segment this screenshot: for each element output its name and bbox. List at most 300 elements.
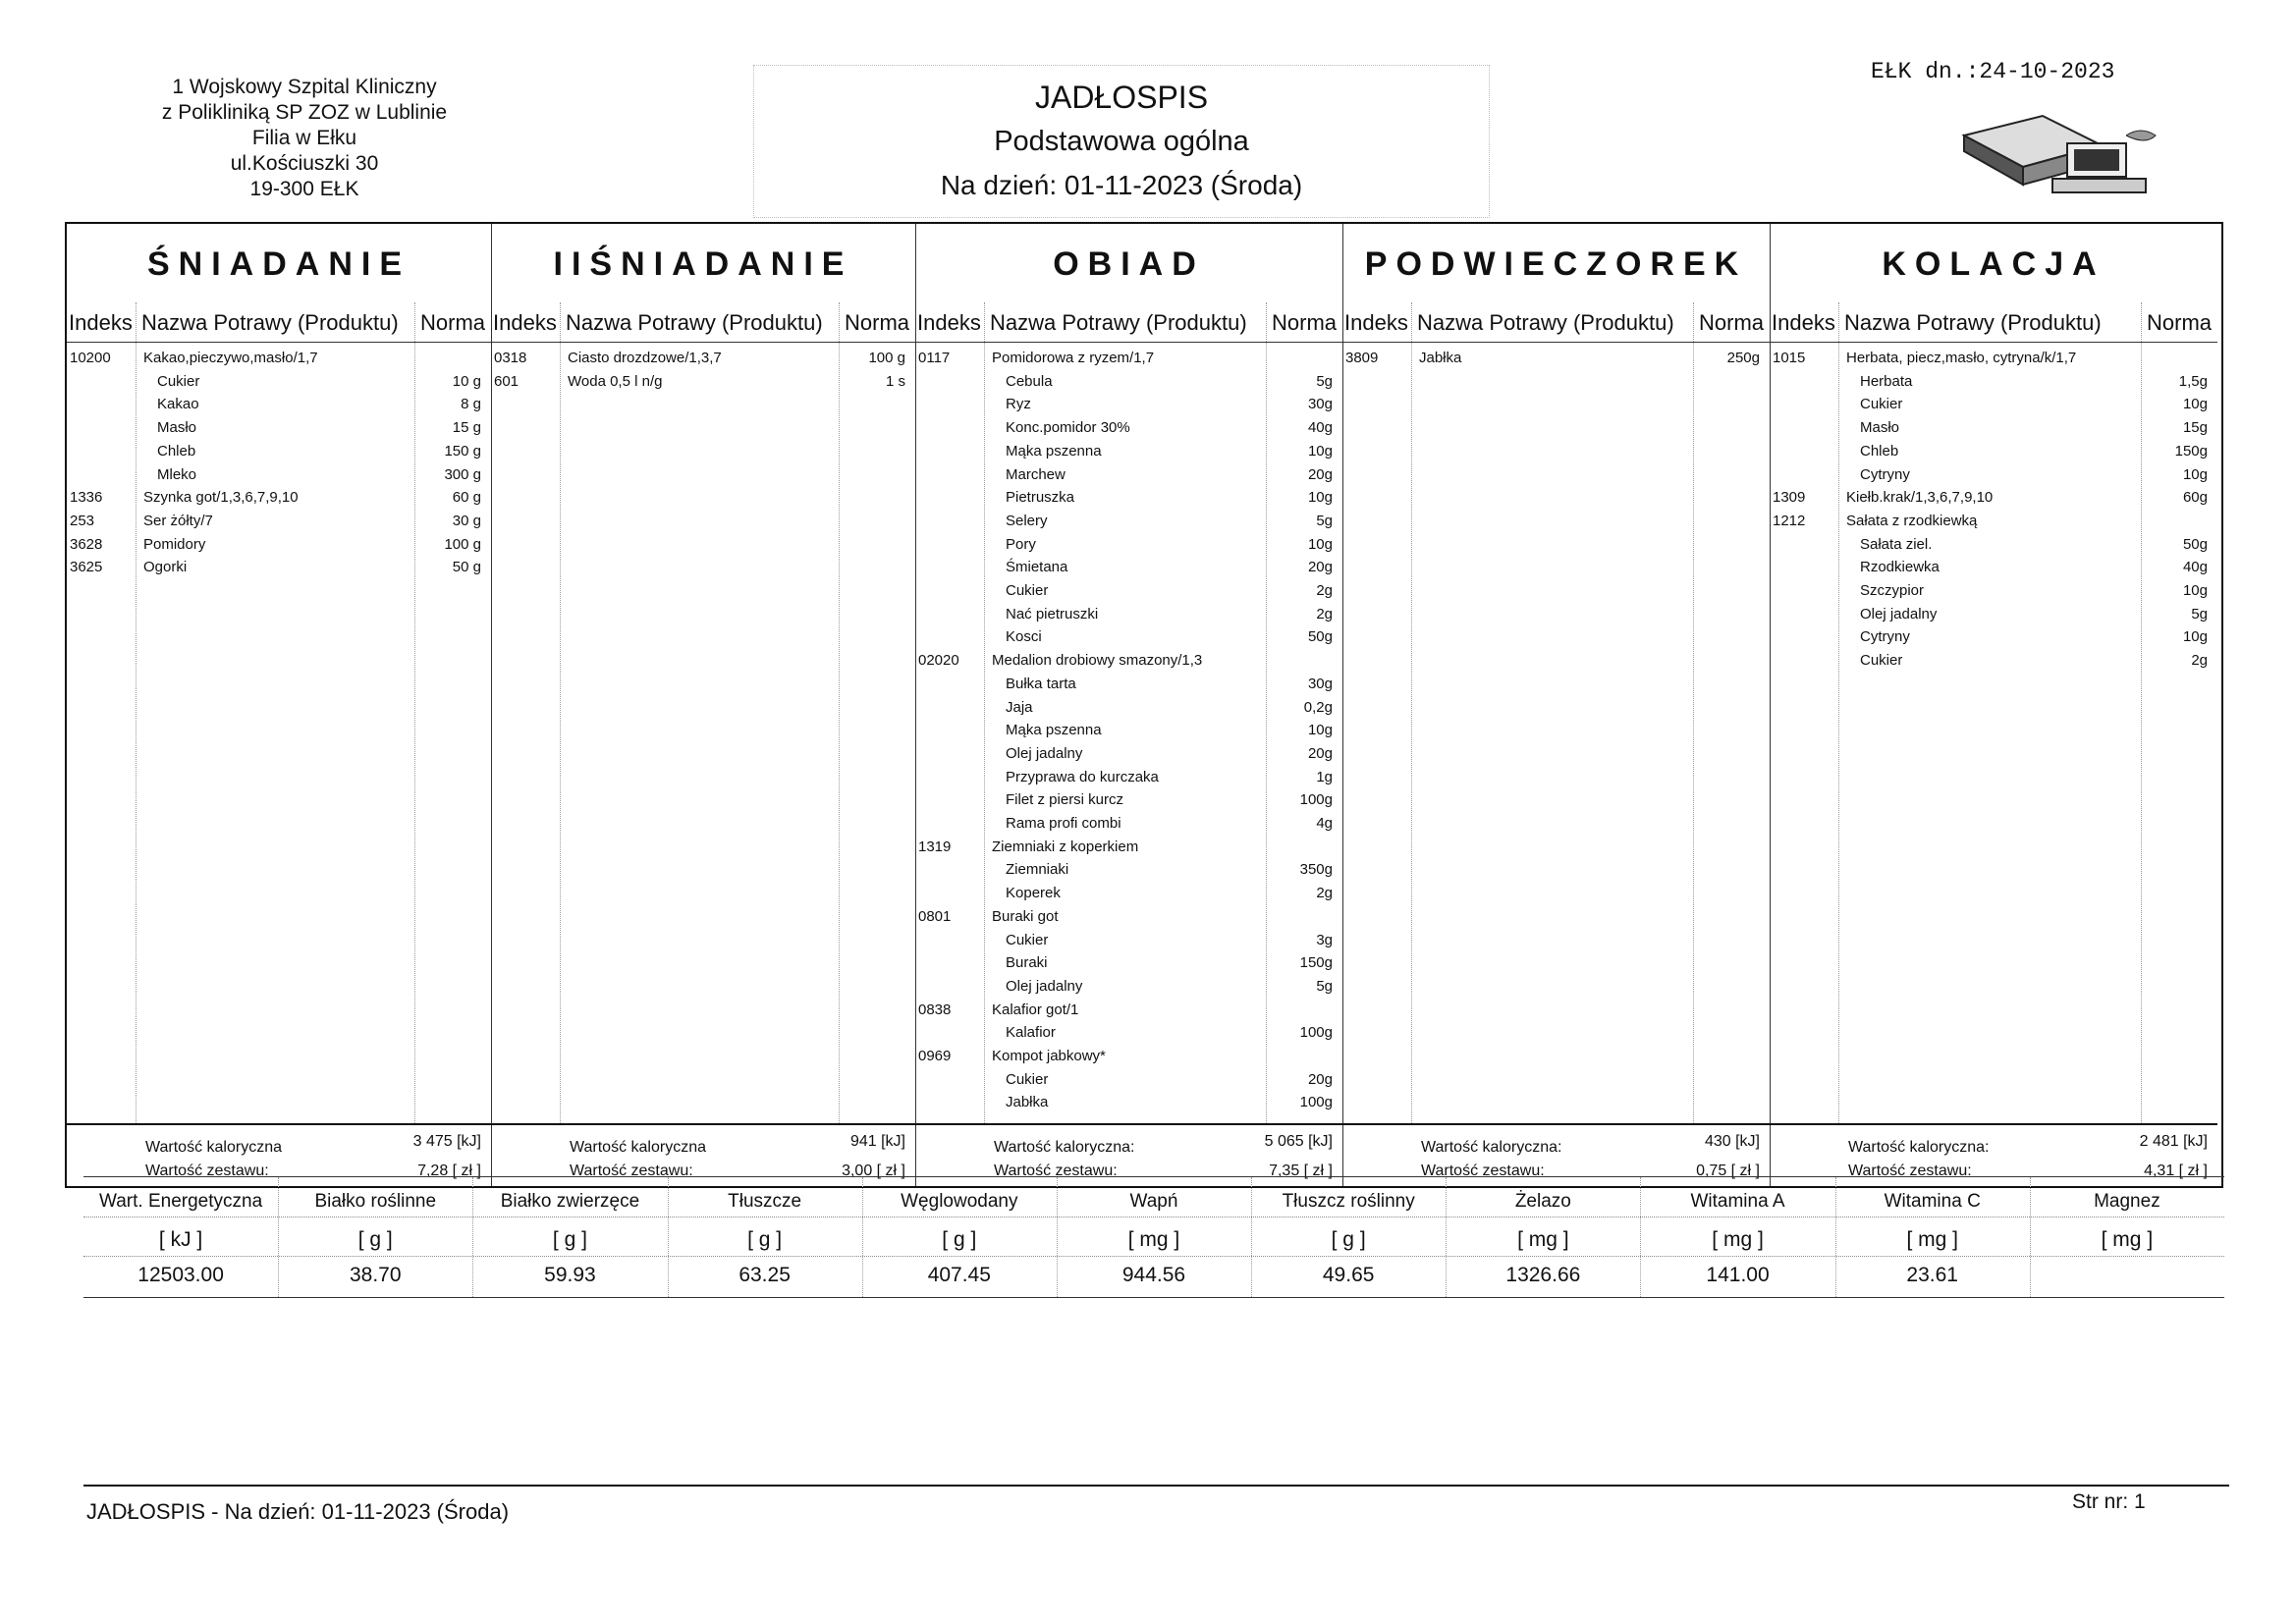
row-norm: 10g xyxy=(2182,396,2208,413)
row-norm: 10g xyxy=(2182,628,2208,646)
row-norm: 40g xyxy=(2182,559,2208,576)
menu-row xyxy=(1770,559,2217,582)
row-name: Olej jadalny xyxy=(1006,977,1083,995)
row-norm: 100g xyxy=(1299,1024,1333,1042)
column-headers xyxy=(491,302,915,343)
row-norm: 1 s xyxy=(885,372,905,390)
row-index: 0969 xyxy=(918,1048,952,1064)
row-name: Herbata xyxy=(1860,372,1913,390)
nutrition-column xyxy=(668,1177,862,1305)
energy: 3 475 [kJ] xyxy=(412,1133,481,1150)
meal-column xyxy=(491,224,916,1186)
hospital-line: 1 Wojskowy Szpital Kliniczny xyxy=(172,76,437,98)
row-norm: 100 g xyxy=(444,535,481,553)
meal-title: PODWIECZOREK xyxy=(1364,245,1748,283)
menu-row xyxy=(1770,373,2217,397)
nutrition-column xyxy=(278,1177,472,1305)
menu-row xyxy=(915,839,1342,862)
row-norm: 20g xyxy=(1307,559,1333,576)
row-name: Sałata ziel. xyxy=(1860,535,1933,553)
column-header-index: Indeks xyxy=(69,310,133,335)
column-divider xyxy=(1411,302,1412,1123)
row-name: Buraki got xyxy=(992,907,1059,925)
nutrition-unit: [ mg ] xyxy=(1712,1228,1764,1251)
row-norm: 2g xyxy=(2191,652,2208,670)
meal-column xyxy=(915,224,1343,1186)
nutrition-column xyxy=(2030,1177,2224,1305)
meal-title: ŚNIADANIE xyxy=(146,245,411,283)
column-header-index: Indeks xyxy=(493,310,557,335)
row-name: Przyprawa do kurczaka xyxy=(1006,768,1159,785)
row-name: Rama profi combi xyxy=(1006,815,1121,832)
row-norm: 8 g xyxy=(461,396,481,413)
nutrition-column xyxy=(1640,1177,1834,1305)
row-name: Kalafior xyxy=(1006,1024,1056,1042)
row-norm: 30g xyxy=(1307,675,1333,692)
nutrition-value: 23.61 xyxy=(1906,1264,1958,1286)
menu-row xyxy=(915,1024,1342,1048)
nutrition-unit: [ g ] xyxy=(1331,1228,1366,1251)
energy: 430 [kJ] xyxy=(1704,1133,1760,1150)
row-norm: 1,5g xyxy=(2178,372,2208,390)
menu-row xyxy=(491,350,915,373)
row-name: Herbata, piecz,masło, cytryna/k/1,7 xyxy=(1846,350,2077,366)
row-name: Chleb xyxy=(1860,442,1899,460)
row-name: Masło xyxy=(157,419,197,437)
menu-row xyxy=(1770,652,2217,676)
row-name: Kalafior got/1 xyxy=(992,1001,1079,1018)
row-name: Ciasto drozdzowe/1,3,7 xyxy=(568,350,722,366)
menu-row xyxy=(915,791,1342,815)
nutrition-label: Tłuszcze xyxy=(728,1191,802,1212)
row-name: Śmietana xyxy=(1006,559,1068,576)
hospital-address xyxy=(133,75,476,202)
row-name: Pietruszka xyxy=(1006,489,1075,507)
row-name: Szczypior xyxy=(1860,582,1925,599)
row-norm: 100g xyxy=(1299,791,1333,809)
nutrition-label: Magnez xyxy=(2094,1191,2160,1212)
row-name: Ryz xyxy=(1006,396,1031,413)
row-name: Filet z piersi kurcz xyxy=(1006,791,1124,809)
row-norm: 30g xyxy=(1307,396,1333,413)
menu-row xyxy=(67,513,491,536)
page-number: Str nr: 1 xyxy=(2072,1490,2146,1513)
menu-row xyxy=(67,396,491,419)
row-norm: 300 g xyxy=(444,465,481,483)
row-name: Mąka pszenna xyxy=(1006,722,1102,739)
nutrition-column xyxy=(1057,1177,1251,1305)
column-header-norm: Norma xyxy=(2147,310,2213,335)
menu-row xyxy=(67,489,491,513)
row-norm: 10g xyxy=(2182,582,2208,599)
row-norm: 15 g xyxy=(452,419,481,437)
row-index: 1319 xyxy=(918,838,952,855)
row-name: Cebula xyxy=(1006,372,1053,390)
column-header-name: Nazwa Potrawy (Produktu) xyxy=(1844,310,2102,335)
column-header-norm: Norma xyxy=(1272,310,1338,335)
menu-row xyxy=(915,466,1342,490)
row-norm: 0,2g xyxy=(1303,698,1333,716)
column-headers xyxy=(1770,302,2217,343)
row-name: Chleb xyxy=(157,442,196,460)
meal-column xyxy=(1342,224,1771,1186)
menu-row xyxy=(1770,466,2217,490)
row-name: Pomidory xyxy=(143,535,206,553)
menu-row xyxy=(1770,396,2217,419)
row-name: Kakao xyxy=(157,396,199,413)
row-index: 10200 xyxy=(70,350,111,366)
row-name: Cukier xyxy=(1006,1070,1049,1088)
menu-row xyxy=(1770,489,2217,513)
nutrition-label: Witamina C xyxy=(1884,1191,1981,1212)
row-norm: 5g xyxy=(1316,977,1333,995)
menu-row xyxy=(915,559,1342,582)
nutrition-column xyxy=(472,1177,667,1305)
nutrition-label: Tłuszcz roślinny xyxy=(1282,1191,1415,1212)
row-index: 0117 xyxy=(918,350,951,366)
row-norm: 10 g xyxy=(452,372,481,390)
row-name: Medalion drobiowy smazony/1,3 xyxy=(992,652,1203,670)
menu-row xyxy=(915,396,1342,419)
row-name: Koperek xyxy=(1006,885,1061,902)
row-norm: 20g xyxy=(1307,744,1333,762)
nutrition-unit: [ kJ ] xyxy=(158,1228,203,1251)
row-norm: 150g xyxy=(2174,442,2208,460)
row-norm: 4g xyxy=(1316,815,1333,832)
row-name: Masło xyxy=(1860,419,1900,437)
menu-row xyxy=(915,699,1342,723)
meal-title: OBIAD xyxy=(1053,245,1205,283)
row-norm: 100 g xyxy=(868,350,905,366)
nutrition-value: 49.65 xyxy=(1322,1264,1375,1286)
row-name: Ziemniaki z koperkiem xyxy=(992,838,1139,855)
row-norm: 50g xyxy=(2182,535,2208,553)
row-index: 601 xyxy=(494,372,519,390)
menu-row xyxy=(915,954,1342,978)
nutrition-value: 1326.66 xyxy=(1505,1264,1581,1286)
row-norm: 10g xyxy=(1307,722,1333,739)
column-header-norm: Norma xyxy=(845,310,910,335)
row-index: 0801 xyxy=(918,907,952,925)
row-name: Buraki xyxy=(1006,954,1048,972)
book-computer-icon xyxy=(1954,106,2170,204)
hospital-line: 19-300 EŁK xyxy=(249,178,359,200)
title-box xyxy=(753,65,1490,218)
row-norm: 10g xyxy=(1307,535,1333,553)
nutrition-column xyxy=(1251,1177,1446,1305)
row-name: Olej jadalny xyxy=(1006,744,1083,762)
menu-row xyxy=(915,373,1342,397)
menu-row xyxy=(915,745,1342,769)
menu-row xyxy=(1770,582,2217,606)
column-divider xyxy=(1693,302,1694,1123)
row-name: Ogorki xyxy=(143,559,188,576)
cost: 7,35 [ zł ] xyxy=(1269,1163,1333,1179)
row-norm: 60 g xyxy=(452,489,481,507)
row-index: 1015 xyxy=(1773,350,1806,366)
menu-row xyxy=(915,443,1342,466)
nutrition-column xyxy=(1835,1177,2030,1305)
nutrition-column xyxy=(83,1177,278,1305)
menu-row xyxy=(915,582,1342,606)
nutrition-unit: [ g ] xyxy=(942,1228,977,1251)
cost: 4,31 [ zł ] xyxy=(2144,1163,2208,1179)
column-headers xyxy=(67,302,491,343)
nutrition-unit: [ mg ] xyxy=(1517,1228,1569,1251)
menu-row xyxy=(1770,606,2217,629)
row-name: Ziemniaki xyxy=(1006,861,1069,879)
menu-row xyxy=(915,861,1342,885)
hospital-line: Filia w Ełku xyxy=(251,127,357,149)
row-norm: 15g xyxy=(2182,419,2208,437)
column-divider xyxy=(560,302,561,1123)
footer-text: JADŁOSPIS - Na dzień: 01-11-2023 (Środa) xyxy=(86,1499,510,1524)
cost: 0,75 [ zł ] xyxy=(1696,1163,1760,1179)
menu-row xyxy=(915,419,1342,443)
nutrition-label: Wart. Energetyczna xyxy=(99,1191,263,1212)
row-norm: 20g xyxy=(1307,465,1333,483)
row-norm: 5g xyxy=(2191,605,2208,622)
menu-row xyxy=(915,652,1342,676)
row-index: 02020 xyxy=(918,652,959,670)
menu-row xyxy=(915,932,1342,955)
row-norm: 150 g xyxy=(444,442,481,460)
energy: 2 481 [kJ] xyxy=(2139,1133,2208,1150)
menu-row xyxy=(67,559,491,582)
menu-row xyxy=(915,1048,1342,1071)
row-name: Cukier xyxy=(1860,396,1903,413)
menu-row xyxy=(915,722,1342,745)
menu-row xyxy=(1770,443,2217,466)
row-name: Jabłka xyxy=(1419,350,1462,366)
nutrition-unit: [ mg ] xyxy=(1127,1228,1180,1251)
column-divider xyxy=(839,302,840,1123)
row-norm: 5g xyxy=(1316,512,1333,529)
menu-row xyxy=(915,676,1342,699)
row-name: Jaja xyxy=(1006,698,1033,716)
row-index: 1336 xyxy=(70,489,103,507)
page-title: JADŁOSPIS xyxy=(1034,80,1209,115)
row-norm: 10g xyxy=(2182,465,2208,483)
meal-title: IIŚNIADANIE xyxy=(553,245,853,283)
nutrition-unit: [ g ] xyxy=(552,1228,587,1251)
hospital-line: ul.Kościuszki 30 xyxy=(230,152,379,175)
column-headers xyxy=(915,302,1342,343)
menu-row xyxy=(491,373,915,397)
cost: 7,28 [ zł ] xyxy=(417,1163,481,1179)
row-norm: 150g xyxy=(1299,954,1333,972)
nutrition-label: Wapń xyxy=(1129,1191,1178,1212)
issue-date: EŁK dn.:24-10-2023 xyxy=(1871,59,2115,84)
energy-label: Wartość kaloryczna xyxy=(570,1139,706,1156)
row-norm: 30 g xyxy=(452,512,481,529)
hospital-line: z Polikliniką SP ZOZ w Lublinie xyxy=(161,101,448,124)
row-norm: 20g xyxy=(1307,1070,1333,1088)
row-name: Woda 0,5 l n/g xyxy=(568,372,663,390)
nutrition-value: 59.93 xyxy=(544,1264,596,1286)
menu-row xyxy=(1770,419,2217,443)
column-header-name: Nazwa Potrawy (Produktu) xyxy=(990,310,1247,335)
nutrition-unit: [ mg ] xyxy=(2101,1228,2154,1251)
row-name: Ser żółty/7 xyxy=(143,512,213,529)
row-name: Pomidorowa z ryzem/1,7 xyxy=(992,350,1155,366)
menu-row xyxy=(915,1001,1342,1025)
row-norm: 10g xyxy=(1307,442,1333,460)
row-name: Cytryny xyxy=(1860,465,1910,483)
column-header-name: Nazwa Potrawy (Produktu) xyxy=(141,310,399,335)
row-name: Kakao,pieczywo,masło/1,7 xyxy=(143,350,318,366)
row-norm: 250g xyxy=(1726,350,1760,366)
row-norm: 40g xyxy=(1307,419,1333,437)
row-norm: 50g xyxy=(1307,628,1333,646)
row-norm: 50 g xyxy=(452,559,481,576)
row-name: Mąka pszenna xyxy=(1006,442,1102,460)
row-index: 0838 xyxy=(918,1001,952,1018)
row-name: Sałata z rzodkiewką xyxy=(1846,512,1978,529)
nutrition-label: Białko zwierzęce xyxy=(500,1191,640,1212)
row-name: Konc.pomidor 30% xyxy=(1006,419,1130,437)
menu-row xyxy=(915,815,1342,839)
row-index: 1212 xyxy=(1773,512,1806,529)
cost-label: Wartość zestawu: xyxy=(994,1163,1118,1179)
column-header-name: Nazwa Potrawy (Produktu) xyxy=(1417,310,1674,335)
menu-date: Na dzień: 01-11-2023 (Środa) xyxy=(940,170,1303,200)
row-name: Cukier xyxy=(1006,931,1049,948)
row-name: Szynka got/1,3,6,7,9,10 xyxy=(143,489,299,507)
column-header-name: Nazwa Potrawy (Produktu) xyxy=(566,310,823,335)
row-norm: 350g xyxy=(1299,861,1333,879)
row-name: Marchew xyxy=(1006,465,1066,483)
nutrition-label: Węglowodany xyxy=(901,1191,1018,1212)
menu-row xyxy=(915,628,1342,652)
row-index: 3809 xyxy=(1345,350,1379,366)
menu-row xyxy=(915,513,1342,536)
menu-row xyxy=(915,536,1342,560)
row-norm: 2g xyxy=(1316,582,1333,599)
row-name: Selery xyxy=(1006,512,1048,529)
menu-row xyxy=(915,1094,1342,1117)
nutrition-column xyxy=(862,1177,1057,1305)
menu-row xyxy=(1770,350,2217,373)
row-name: Kiełb.krak/1,3,6,7,9,10 xyxy=(1846,489,1994,507)
row-name: Jabłka xyxy=(1006,1094,1049,1111)
footer-divider xyxy=(83,1485,2229,1487)
row-norm: 2g xyxy=(1316,885,1333,902)
energy-label: Wartość kaloryczna: xyxy=(1848,1139,1990,1156)
meal-title: KOLACJA xyxy=(1882,245,2105,283)
nutrition-label: Żelazo xyxy=(1514,1191,1571,1212)
column-header-norm: Norma xyxy=(420,310,486,335)
menu-row xyxy=(1770,628,2217,652)
column-header-index: Indeks xyxy=(1344,310,1408,335)
menu-row xyxy=(67,350,491,373)
menu-row xyxy=(915,978,1342,1001)
row-name: Kompot jabkowy* xyxy=(992,1048,1106,1064)
menu-row xyxy=(67,466,491,490)
column-headers xyxy=(1342,302,1770,343)
menu-table xyxy=(65,222,2223,1188)
menu-row xyxy=(915,908,1342,932)
row-norm: 100g xyxy=(1299,1094,1333,1111)
energy-label: Wartość kaloryczna: xyxy=(994,1139,1135,1156)
menu-row xyxy=(67,419,491,443)
column-header-index: Indeks xyxy=(1772,310,1835,335)
menu-row xyxy=(67,443,491,466)
row-name: Cukier xyxy=(157,372,200,390)
nutrition-unit: [ mg ] xyxy=(1906,1228,1958,1251)
nutrition-unit: [ g ] xyxy=(747,1228,783,1251)
menu-row xyxy=(1342,350,1770,373)
row-name: Cukier xyxy=(1860,652,1903,670)
row-index: 253 xyxy=(70,512,95,529)
row-index: 1309 xyxy=(1773,489,1806,507)
row-index: 3625 xyxy=(70,559,103,576)
nutrition-value: 38.70 xyxy=(349,1264,402,1286)
row-name: Cukier xyxy=(1006,582,1049,599)
nutrition-summary xyxy=(83,1176,2224,1305)
menu-row xyxy=(1770,536,2217,560)
nutrition-unit: [ g ] xyxy=(357,1228,393,1251)
menu-row xyxy=(915,350,1342,373)
row-name: Olej jadalny xyxy=(1860,605,1938,622)
row-name: Cytryny xyxy=(1860,628,1910,646)
nutrition-label: Białko roślinne xyxy=(314,1191,437,1212)
row-norm: 10g xyxy=(1307,489,1333,507)
menu-row xyxy=(915,769,1342,792)
menu-row xyxy=(915,606,1342,629)
column-header-index: Indeks xyxy=(917,310,981,335)
row-name: Rzodkiewka xyxy=(1860,559,1940,576)
row-norm: 60g xyxy=(2182,489,2208,507)
nutrition-value: 944.56 xyxy=(1121,1264,1186,1286)
nutrition-value: 407.45 xyxy=(927,1264,991,1286)
row-index: 0318 xyxy=(494,350,527,366)
row-name: Kosci xyxy=(1006,628,1042,646)
energy-label: Wartość kaloryczna xyxy=(145,1139,282,1156)
menu-row xyxy=(915,1071,1342,1095)
nutrition-value: 63.25 xyxy=(738,1264,791,1286)
energy-label: Wartość kaloryczna: xyxy=(1421,1139,1562,1156)
meal-column xyxy=(1770,224,2217,1186)
row-norm: 3g xyxy=(1316,931,1333,948)
menu-row xyxy=(1770,513,2217,536)
row-name: Pory xyxy=(1006,535,1036,553)
nutrition-value: 12503.00 xyxy=(137,1264,224,1286)
nutrition-column xyxy=(1446,1177,1640,1305)
row-index: 3628 xyxy=(70,535,103,553)
energy: 5 065 [kJ] xyxy=(1264,1133,1333,1150)
cost: 3,00 [ zł ] xyxy=(842,1163,905,1179)
cost-label: Wartość zestawu: xyxy=(570,1163,693,1179)
energy: 941 [kJ] xyxy=(849,1133,905,1150)
column-header-norm: Norma xyxy=(1699,310,1765,335)
row-norm: 1g xyxy=(1316,768,1333,785)
nutrition-value: 141.00 xyxy=(1706,1264,1770,1286)
menu-row xyxy=(915,489,1342,513)
row-name: Mleko xyxy=(157,465,197,483)
cost-label: Wartość zestawu: xyxy=(145,1163,269,1179)
row-norm: 2g xyxy=(1316,605,1333,622)
menu-row xyxy=(67,536,491,560)
row-name: Nać pietruszki xyxy=(1006,605,1099,622)
meal-column xyxy=(67,224,492,1186)
nutrition-label: Witamina A xyxy=(1690,1191,1785,1212)
cost-label: Wartość zestawu: xyxy=(1848,1163,1972,1179)
row-name: Bułka tarta xyxy=(1006,675,1076,692)
row-norm: 5g xyxy=(1316,372,1333,390)
diet-type: Podstawowa ogólna xyxy=(994,126,1249,157)
cost-label: Wartość zestawu: xyxy=(1421,1163,1545,1179)
